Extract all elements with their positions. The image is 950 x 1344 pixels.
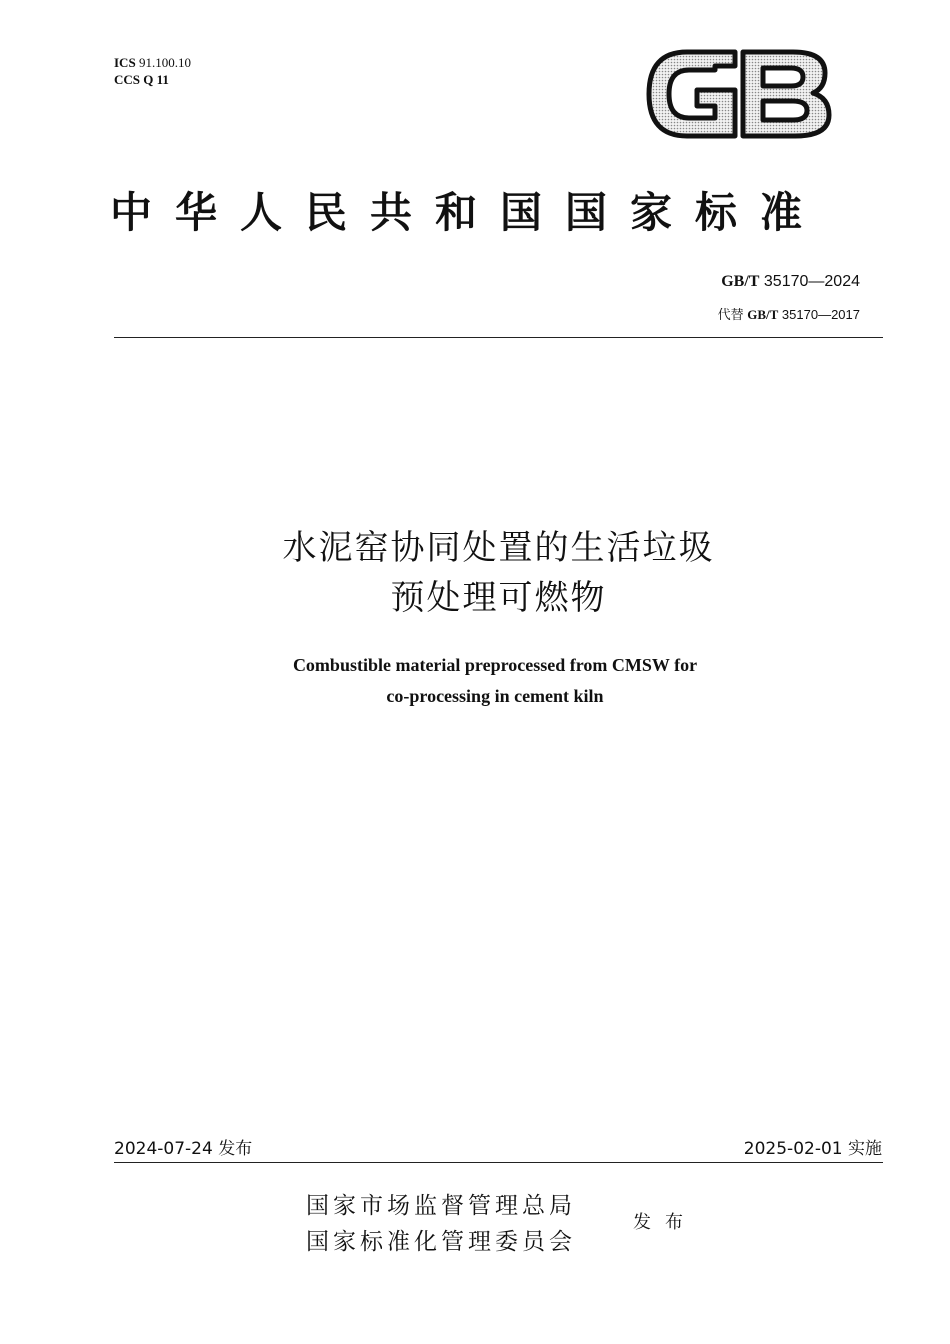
national-standard-title: 中华人民共和国国家标准 [110, 188, 826, 237]
replace-code: 35170—2017 [781, 307, 860, 322]
title-en-line1: Combustible material preprocessed from CMSW for [292, 655, 698, 675]
ics-value: 91.100.10 [138, 55, 191, 70]
bottom-divider [114, 1162, 883, 1163]
ccs-value: Q 11 [143, 72, 169, 87]
ics-label: ICS [114, 55, 136, 70]
standard-prefix: GB/T [721, 273, 760, 290]
issue-date: 2024-07-24 发布 [114, 1139, 253, 1159]
replace-label: 代替 [717, 307, 744, 322]
issuer-line1: 国家市场监督管理总局 [306, 1193, 576, 1219]
title-cn-line1: 水泥窑协同处置的生活垃圾 [282, 528, 715, 568]
issuer-line2: 国家标准化管理委员会 [306, 1229, 576, 1255]
ccs-code [114, 71, 191, 88]
standard-code: 35170—2024 [763, 273, 860, 290]
classification-codes [114, 54, 191, 88]
publish-label: 发布 [633, 1212, 697, 1233]
replaced-standard [718, 304, 860, 323]
replace-prefix: GB/T [747, 307, 779, 322]
ics-code [114, 54, 191, 71]
logo-b-shape [743, 52, 829, 136]
standard-number [721, 273, 860, 291]
title-en-line2: co-processing in cement kiln [386, 686, 604, 706]
title-cn-line2: 预处理可燃物 [390, 578, 607, 618]
logo-g-shape [649, 52, 735, 136]
top-divider [114, 337, 883, 338]
ccs-label: CCS [114, 72, 141, 87]
implementation-date: 2025-02-01 实施 [743, 1139, 882, 1159]
gb-logo [643, 46, 833, 142]
